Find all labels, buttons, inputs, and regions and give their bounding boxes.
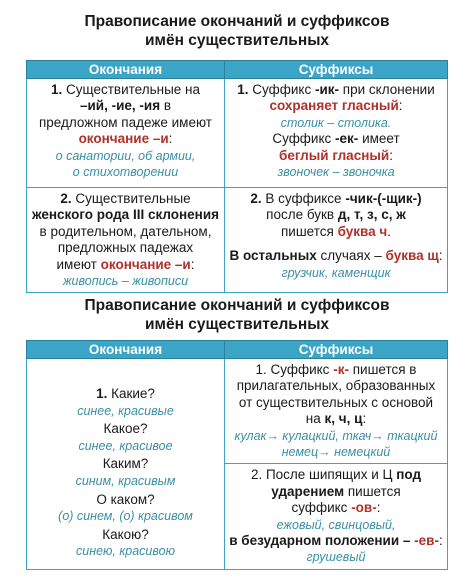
rule-text: : xyxy=(438,533,443,549)
section2-title-line2: имён существительных xyxy=(144,316,330,333)
example: синею, красивою xyxy=(76,544,175,559)
section2-header-endings: Окончания xyxy=(27,341,225,359)
example: звоночек – звоночка xyxy=(277,165,395,180)
rule-highlight: беглый гласный xyxy=(279,147,390,163)
rule-suffix: -чик-(-щик-) xyxy=(345,191,422,206)
section1-title xyxy=(0,12,474,50)
section2-endings-rule xyxy=(27,359,225,570)
rule-text: пишется xyxy=(347,483,401,499)
question: Какие? xyxy=(111,386,155,401)
rule-text: суффикс xyxy=(291,500,348,516)
rule-text: пишется xyxy=(280,223,334,239)
example: о санатории, об армии, xyxy=(55,148,196,163)
rule-highlight: окончание –и xyxy=(100,256,191,272)
section2-title xyxy=(0,296,474,334)
section1-suffixes-rule1 xyxy=(225,79,448,188)
section2-header-suffixes: Суффиксы xyxy=(225,341,448,359)
section1-table xyxy=(26,60,448,293)
rule-number: 1. xyxy=(237,82,249,97)
question: Какою? xyxy=(102,526,149,542)
rule-suffix: -ов- xyxy=(351,500,377,516)
section1-endings-rule2 xyxy=(27,188,225,293)
section2-title-line1: Правописание окончаний и суффиксов xyxy=(84,297,390,314)
rule-number: 2. xyxy=(60,191,72,206)
section1-suffixes-rule2 xyxy=(225,188,448,293)
section1-title-line1: Правописание окончаний и суффиксов xyxy=(84,13,390,30)
rule-text: : xyxy=(362,411,367,427)
rule-suffix: -ев- xyxy=(414,533,439,549)
rule-letters: д, т, з, с, ж xyxy=(337,207,406,223)
example: грушевый xyxy=(306,550,366,565)
rule-text: после букв xyxy=(266,207,335,223)
section2-suffixes-rule1 xyxy=(225,359,448,464)
rule-text: Существительные xyxy=(75,191,191,206)
rule-text: имеет xyxy=(362,131,400,147)
rule-text: В остальных xyxy=(229,248,317,264)
section1-title-line2: имён существительных xyxy=(144,32,330,49)
rule-text: : xyxy=(389,147,393,163)
rule-text: : xyxy=(398,98,403,114)
example: синим, красивым xyxy=(75,473,176,488)
example: о стихотворении xyxy=(72,165,179,180)
rule-highlight: сохраняет гласный xyxy=(269,98,399,114)
example: ежовый, свинцовый, xyxy=(276,517,396,532)
rule-text: 1. Суффикс xyxy=(255,362,330,377)
rule-declension: женского рода III склонения xyxy=(31,207,220,223)
rule-number: 1. xyxy=(50,82,63,97)
rule-highlight: буква ч xyxy=(337,223,388,239)
example: кулак→ кулацкий, ткач→ ткацкий xyxy=(234,428,438,443)
rule-text: в xyxy=(163,98,172,114)
section1-endings-rule1 xyxy=(27,79,225,188)
example: синее, красивые xyxy=(77,403,174,418)
rule-suffix: -ек- xyxy=(335,131,359,147)
rule-text: предложных падежах xyxy=(57,240,194,256)
rule-endings: –ий, -ие, -ия xyxy=(79,98,161,114)
rule-highlight: буква щ xyxy=(385,248,439,264)
section2-table xyxy=(26,340,448,570)
rule-text: случаях – xyxy=(320,248,382,264)
rule-text: В суффиксе xyxy=(265,191,342,206)
rule-text: : xyxy=(438,248,443,264)
example: (о) синем, (о) красивом xyxy=(58,509,193,524)
rule-emphasis: под xyxy=(396,467,422,483)
rule-text: имеют xyxy=(56,256,97,272)
question: Какое? xyxy=(103,421,148,437)
rule-text: от существительных с основой xyxy=(238,394,434,410)
section1-header-suffixes: Суффиксы xyxy=(225,61,448,79)
rule-text: : xyxy=(376,500,381,516)
rule-text: пишется в xyxy=(352,362,417,377)
rule-letters: к, ч, ц xyxy=(324,411,363,427)
rule-text: : xyxy=(190,256,195,272)
rule-highlight: окончание –и xyxy=(78,131,169,147)
rule-text: : xyxy=(168,131,173,147)
rule-text: Суффикс xyxy=(252,82,312,97)
rule-text: предложном падеже имеют xyxy=(38,114,212,130)
example: столик – столика. xyxy=(280,115,392,130)
example: немец→ немецкий xyxy=(281,445,391,460)
rule-text: в родительном, дательном, xyxy=(39,223,212,239)
rule-text: . xyxy=(387,223,392,239)
rule-text: Суффикс xyxy=(272,131,332,147)
rule-text: Существительные на xyxy=(66,82,201,97)
section2-suffixes-rule2 xyxy=(225,464,448,569)
rule-number: 1. xyxy=(96,386,108,401)
rule-emphasis: ударением xyxy=(271,483,345,499)
example: грузчик, каменщик xyxy=(281,265,391,280)
rule-text: прилагательных, образованных xyxy=(236,378,436,394)
rule-number: 2. xyxy=(250,191,262,206)
example: синее, красивое xyxy=(78,438,173,453)
example: живопись – живописи xyxy=(62,274,189,289)
question: О каком? xyxy=(96,491,155,507)
rule-text: 2. После шипящих и Ц xyxy=(250,467,393,483)
question: Каким? xyxy=(102,456,149,472)
rule-text: на xyxy=(305,411,321,427)
section1-header-endings: Окончания xyxy=(27,61,225,79)
rule-suffix: -к- xyxy=(333,362,349,377)
rule-text: при склонении xyxy=(342,82,435,97)
rule-suffix: -ик- xyxy=(314,82,340,97)
rule-emphasis: в безударном положении – xyxy=(229,533,411,549)
